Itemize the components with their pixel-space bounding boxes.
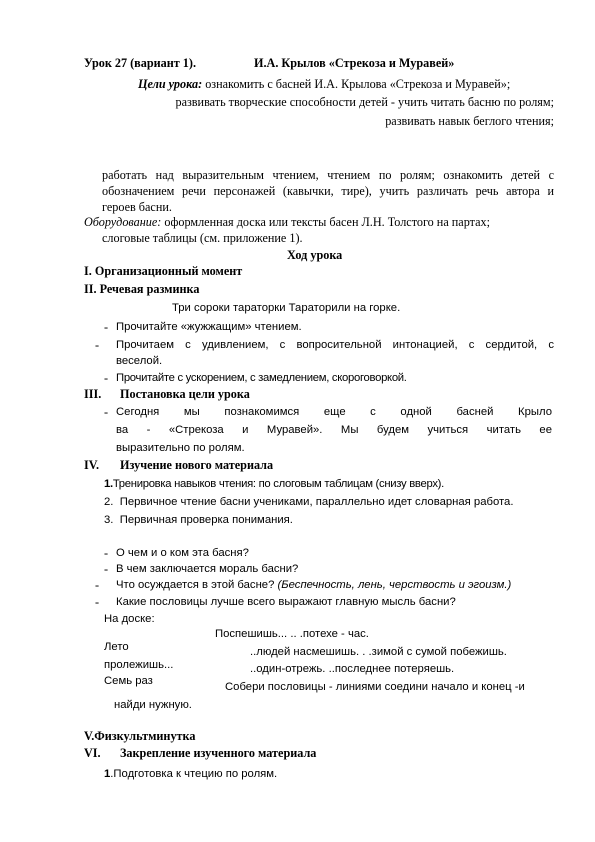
proverb-start: Семь раз: [104, 675, 153, 687]
list-dash: -: [104, 371, 109, 385]
step-item: [104, 513, 293, 528]
goals-line-1: [138, 77, 510, 92]
goals-line-4: работать над выразительным чтением, чтением по ролям; ознакомить детей с: [102, 168, 554, 182]
step-number: 1.: [104, 478, 113, 490]
goals-line-5: обозначением речи персонажей (кавычки, тире), учить различать речь автора и: [102, 184, 554, 198]
proverb-end: ..один-отрежь. ..последнее потеряешь.: [250, 663, 455, 675]
question-answer: (Беспечность, лень, черствость и эгоизм.): [277, 579, 512, 591]
step-item: [104, 477, 444, 492]
goals-line-2: развивать творческие способности детей - учить читать басню по ролям;: [175, 95, 554, 109]
step-text: Тренировка навыков чтения: по слоговым таблицам (снизу вверх).: [112, 478, 444, 490]
question-item: Какие пословицы лучше всего выражают главную мысль басни?: [116, 596, 456, 608]
step-text: Первичная проверка понимания.: [119, 514, 293, 526]
question-text: Что осуждается в этой басне?: [116, 579, 275, 591]
list-item: Прочитаем с удивлением, с вопросительной интонацией, с сердитой, с: [116, 339, 554, 351]
step-number: 1: [104, 768, 111, 780]
question-item: [116, 578, 511, 593]
step-text: .Подготовка к чтецию по ролям.: [110, 768, 278, 780]
list-dash: -: [104, 562, 109, 576]
section-3-line-2: ва - «Стрекоза и Муравей». Мы будем учиться читать ее: [116, 424, 552, 436]
equipment-text: оформленная доска или тексты басен Л.Н. Толстого на партах;: [164, 215, 490, 229]
section-5-title: V.Физкультминутка: [84, 729, 196, 743]
step-item: [104, 767, 277, 782]
section-3-line-1: Сегодня мы познакомимся еще с одной басней Крыло: [116, 406, 552, 418]
list-dash: -: [95, 595, 100, 609]
list-dash: -: [104, 546, 109, 560]
section-3-title: Постановка цели урока: [120, 387, 250, 401]
section-6-title: Закрепление изученного материала: [120, 746, 317, 760]
list-dash: -: [104, 320, 109, 334]
list-dash: -: [95, 338, 100, 352]
equipment-line-2: слоговые таблицы (см. приложение 1).: [102, 231, 303, 245]
step-number: 2.: [104, 496, 114, 508]
list-item-continued: веселой.: [116, 355, 163, 367]
goals-line-6: героев басни.: [102, 200, 172, 214]
tongue-twister: Три сороки тараторки Тараторили на горке.: [172, 302, 401, 314]
proverb-start: Лето: [104, 641, 129, 653]
goals-text: ознакомить с басней И.А. Крылова «Стрекоза и Муравей»;: [205, 77, 511, 91]
board-task-line-1: Собери пословицы - линиями соедини начало и конец -и: [225, 681, 525, 693]
list-dash: -: [104, 405, 109, 419]
section-3-number: III.: [84, 387, 102, 401]
course-title: Ход урока: [287, 248, 343, 262]
lesson-number: Урок 27 (вариант 1).: [84, 56, 197, 70]
equipment-line-1: [84, 215, 490, 230]
proverb-end: ..людей насмешишь. . .зимой с сумой побежишь.: [250, 646, 507, 658]
step-text: Первичное чтение басни учениками, параллельно идет словарная работа.: [119, 496, 514, 508]
board-task-line-2: найди нужную.: [114, 699, 192, 711]
section-4-number: IV.: [84, 458, 100, 472]
section-6-number: VI.: [84, 746, 101, 760]
step-number: 3.: [104, 514, 114, 526]
section-2-title: II. Речевая разминка: [84, 282, 200, 296]
list-item: Прочитайте с ускорением, с замедлением, скороговоркой.: [116, 372, 407, 384]
section-4-title: Изучение нового материала: [120, 458, 274, 472]
goals-line-3: развивать навык беглого чтения;: [385, 114, 554, 128]
goals-label: Цели урока:: [138, 77, 203, 91]
question-item: В чем заключается мораль басни?: [116, 563, 299, 575]
proverb-end: Поспешишь... .. .потехе - час.: [215, 628, 369, 640]
board-label: На доске:: [104, 613, 155, 625]
section-3-line-3: выразительно по ролям.: [116, 442, 245, 454]
question-item: О чем и о ком эта басня?: [116, 547, 249, 559]
section-1-title: I. Организационный момент: [84, 264, 243, 278]
proverb-start: пролежишь...: [104, 659, 174, 671]
list-dash: -: [95, 578, 100, 592]
list-item: Прочитайте «жужжащим» чтением.: [116, 321, 302, 333]
equipment-label: Оборудование:: [84, 215, 162, 229]
lesson-title: И.А. Крылов «Стрекоза и Муравей»: [254, 56, 455, 70]
step-item: [104, 495, 513, 510]
